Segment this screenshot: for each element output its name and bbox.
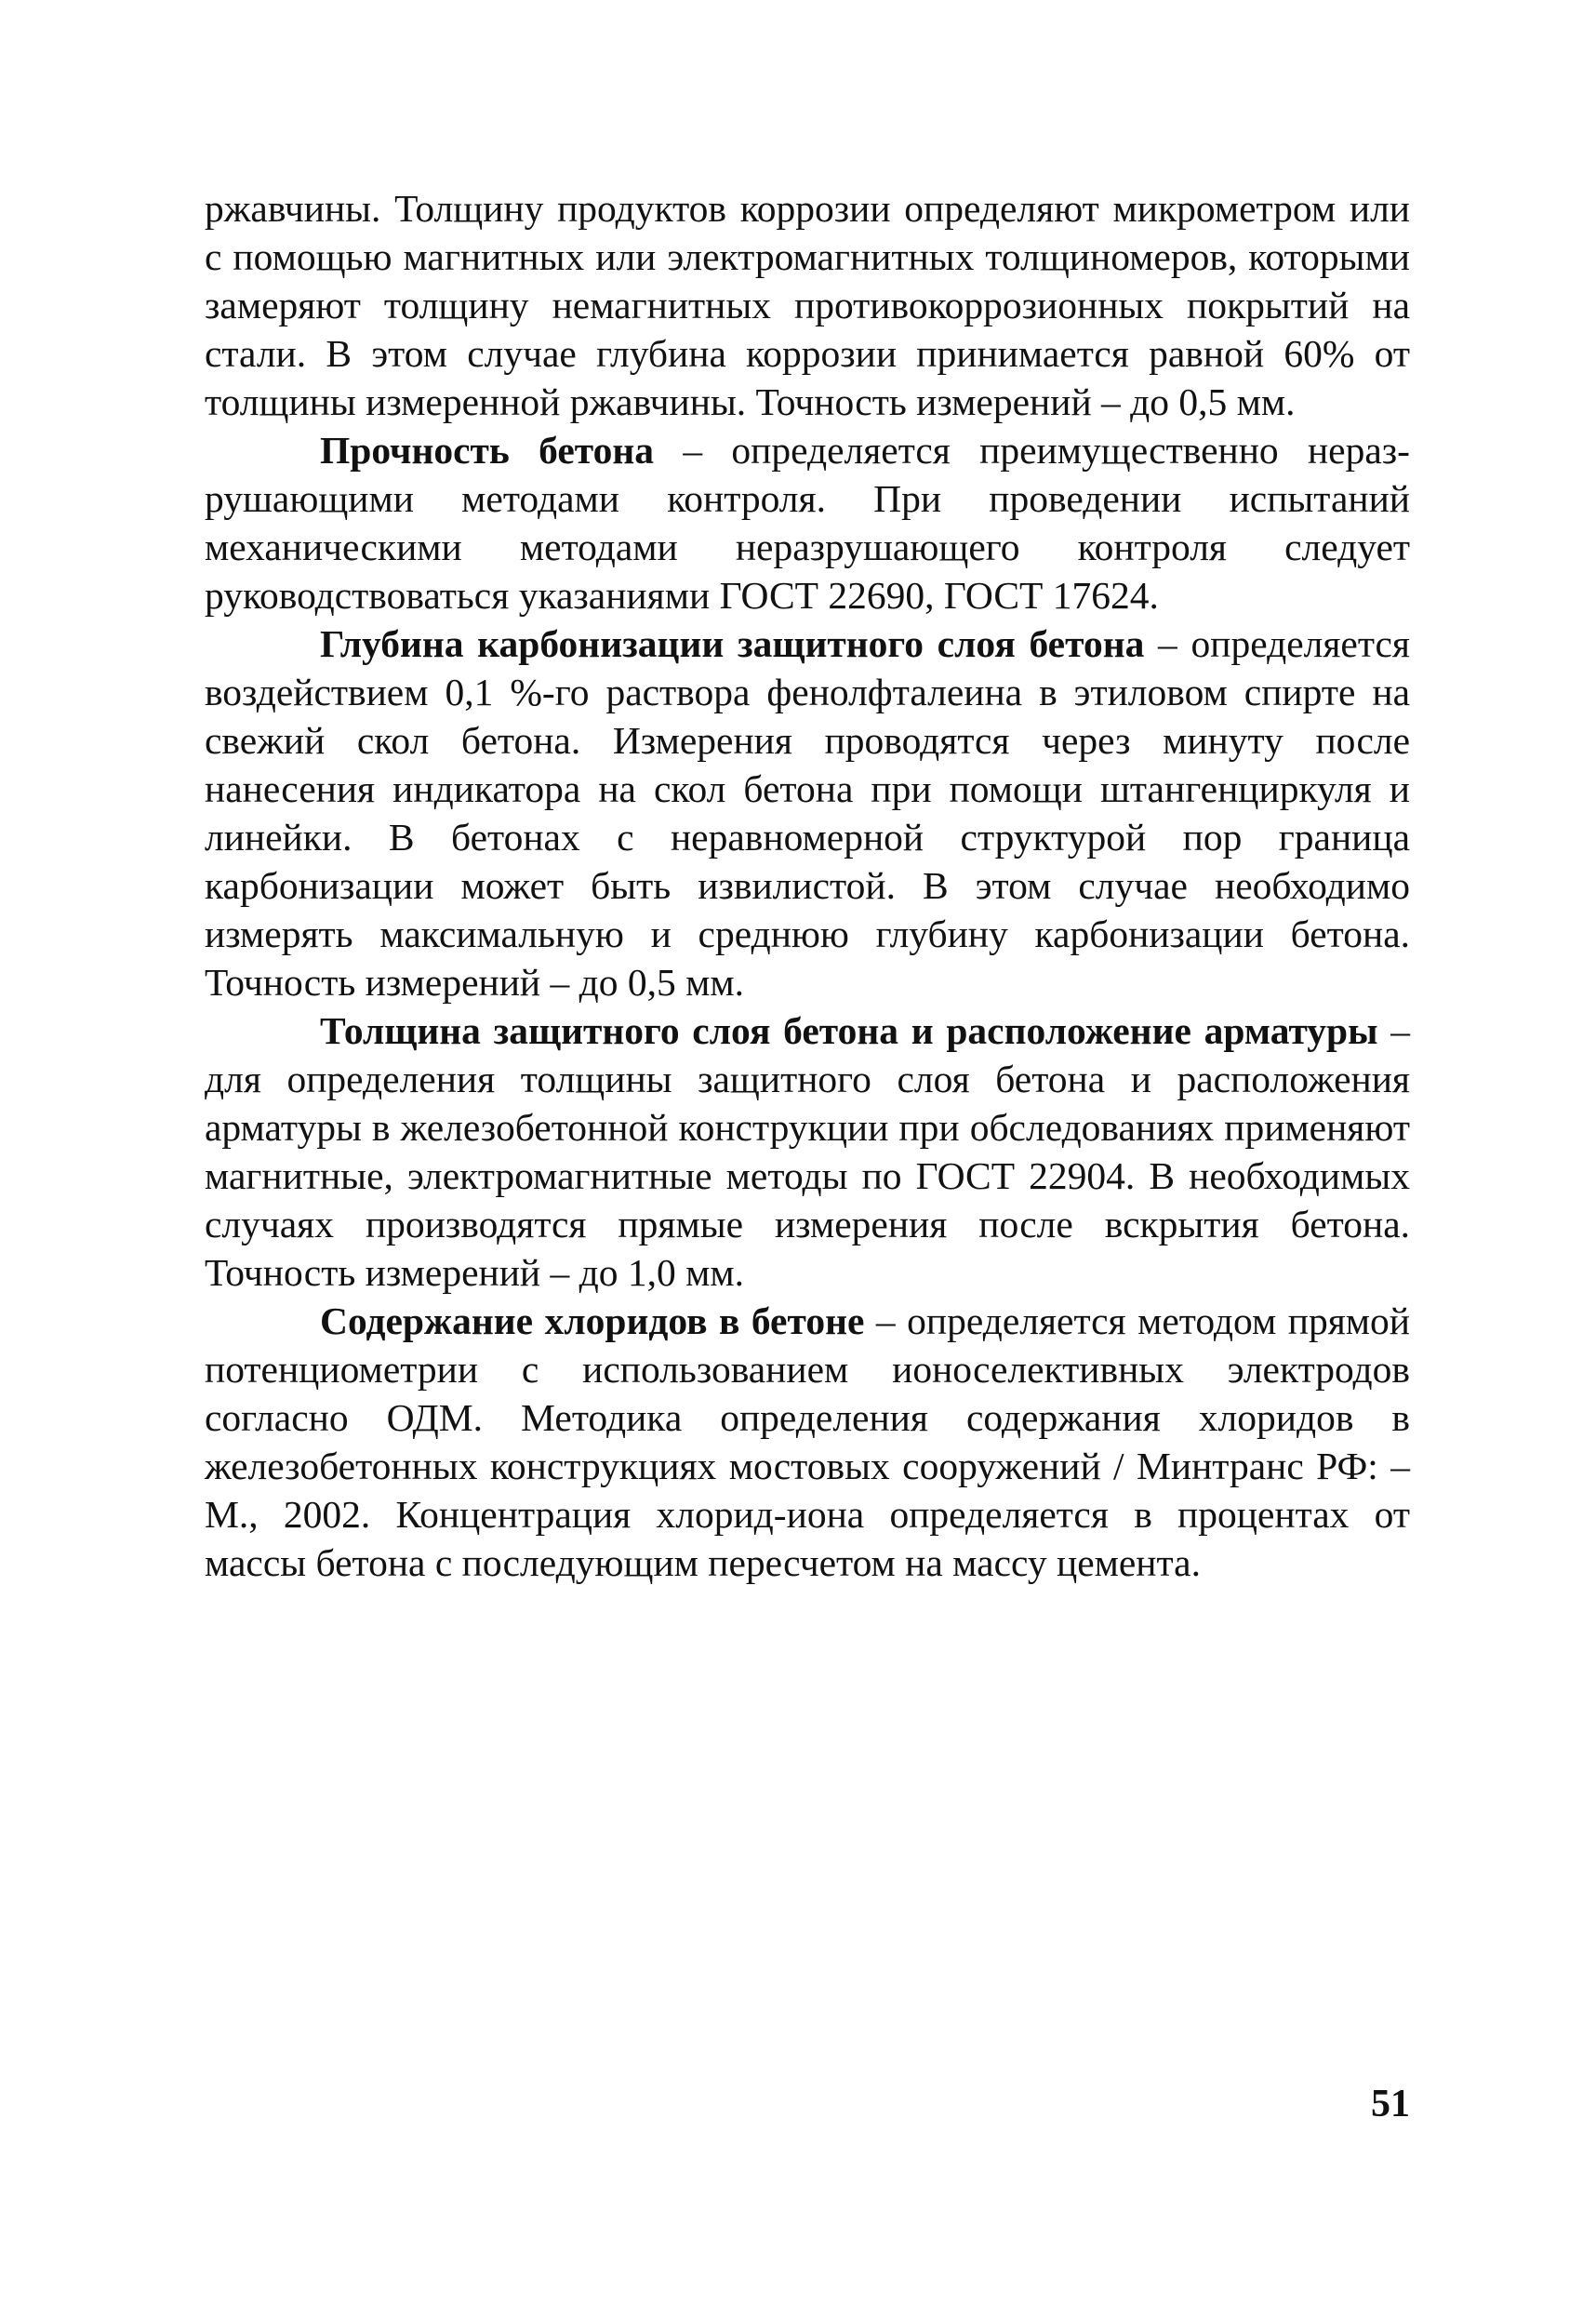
- paragraph-cover-thickness: [205, 1006, 1410, 1297]
- paragraph-text: – определяется методом прямой потенциометрии с использованием ионоселективных электродов согласно ОДМ. Методика определения содержания хлоридов в железобетонных конструкциях мостовых сооружений / Минтранс РФ: – М., 2002. Концентрация хлорид-иона определяется в процентах от массы бетона с последующим пересчетом на массу цемента.: [205, 1299, 1410, 1584]
- paragraph-term: Содержание хлоридов в бетоне: [320, 1299, 865, 1342]
- paragraph-concrete-strength: [205, 426, 1410, 619]
- paragraph-carbonation-depth: [205, 619, 1410, 1006]
- paragraph-text: – для определения толщины защитного слоя бетона и расположения арматуры в железобетонной конструкции при обследованиях применяют магнитные, электромагнитные методы по ГОСТ 22904. В необходимых случаях производятся прямые измерения после вскрытия бетона. Точность измерений – до 1,0 мм.: [205, 1009, 1411, 1294]
- paragraph-text: ржавчины. Толщину продуктов коррозии определяют микрометром или с помощью магнитных или электромагнитных толщиномеров, которыми замеряют толщину немагнитных противокоррозионных покрытий на стали. В этом случае глубина коррозии принимается равной 60% от толщины измеренной ржавчины. Точность измерений – до 0,5 мм.: [205, 187, 1410, 423]
- paragraph-rust-continuation: [205, 184, 1410, 426]
- page-number: 51: [1371, 2083, 1410, 2125]
- paragraph-term: Толщина защитного слоя бетона и расположение арматуры: [320, 1009, 1378, 1052]
- paragraph-term: Глубина карбонизации защитного слоя бетона: [320, 622, 1145, 665]
- paragraph-chloride-content: [205, 1297, 1410, 1587]
- paragraph-text: – определяется воздействием 0,1 %-го раствора фенолфталеина в этиловом спирте на свежий скол бетона. Измерения проводятся через минуту после нанесения индикатора на скол бетона при помощи штангенциркуля и линейки. В бетонах с неравномерной структурой пор граница карбонизации может быть извилистой. В этом случае необходимо измерять максимальную и среднюю глубину карбонизации бетона. Точность измерений – до 0,5 мм.: [205, 622, 1410, 1004]
- paragraph-term: Прочность бетона: [320, 429, 655, 472]
- body-text: [205, 184, 1410, 1587]
- paragraph-text: – определяется преимущественно неразрушающими методами контроля. При проведении испытаний механическими методами неразрушающего контроля следует руководствоваться указаниями ГОСТ 22690, ГОСТ 17624.: [205, 429, 1410, 617]
